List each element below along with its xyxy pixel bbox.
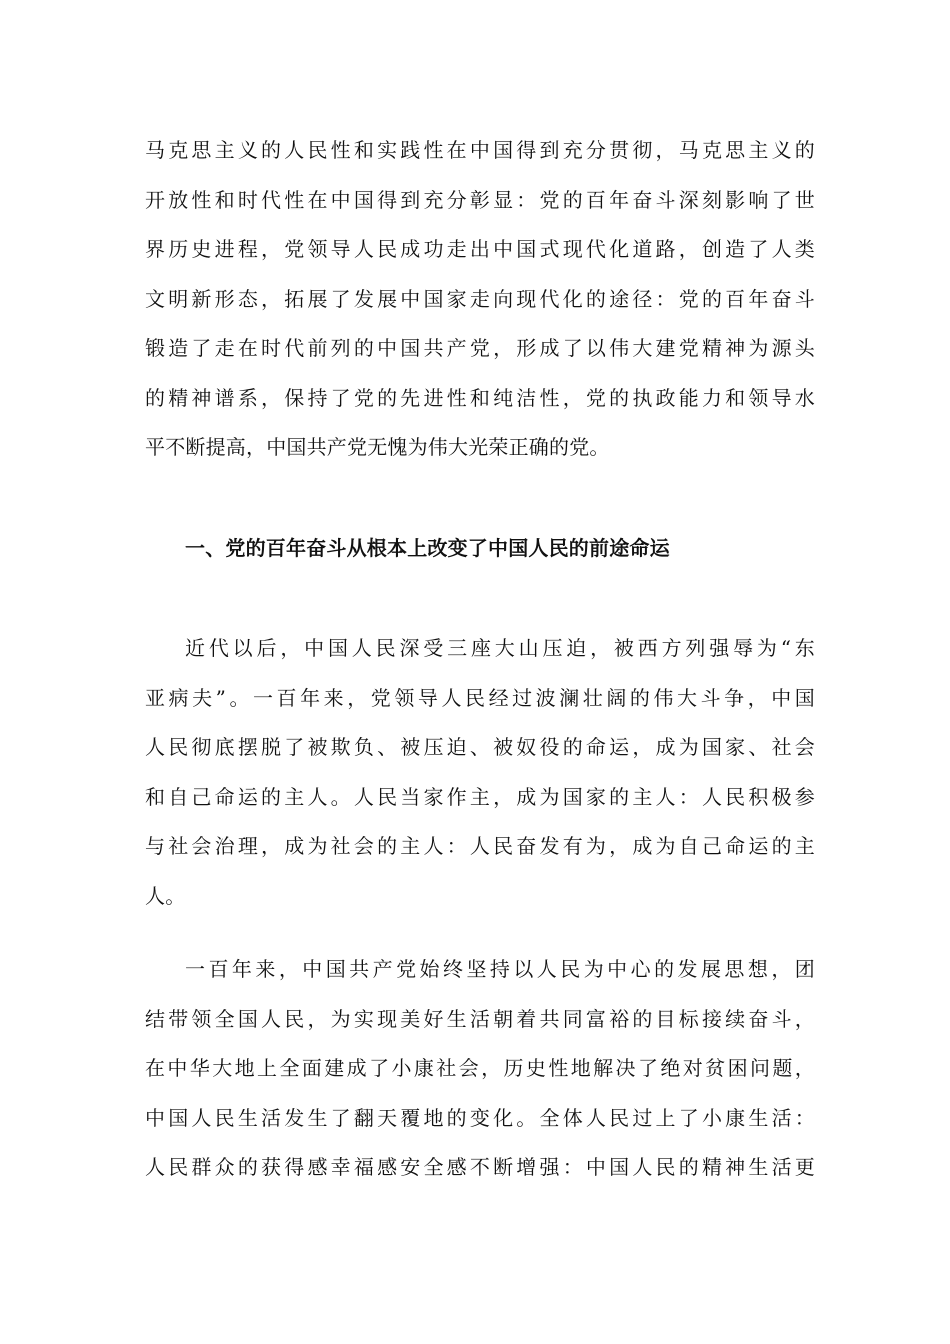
paragraph-line: 锻造了走在时代前列的中国共产党，形成了以伟大建党精神为源头 (145, 336, 815, 360)
paragraph-line: 开放性和时代性在中国得到充分彰显：党的百年奋斗深刻影响了世 (145, 187, 815, 212)
paragraph-line: 人。 (145, 883, 186, 908)
paragraph-1 (145, 126, 815, 473)
paragraph-line: 一百年来，中国共产党始终坚持以人民为中心的发展思想，团 (185, 957, 815, 981)
section-heading (145, 524, 815, 574)
paragraph-line: 亚病夫”。一百年来，党领导人民经过波澜壮阔的伟大斗争，中国 (145, 685, 815, 710)
paragraph-line: 中国人民生活发生了翻天覆地的变化。全体人民过上了小康生活： (145, 1105, 815, 1130)
paragraph-3 (145, 945, 815, 1193)
paragraph-line: 的精神谱系，保持了党的先进性和纯洁性，党的执政能力和领导水 (145, 385, 815, 410)
paragraph-line: 人民彻底摆脱了被欺负、被压迫、被奴役的命运，成为国家、社会 (145, 735, 815, 759)
paragraph-line: 近代以后，中国人民深受三座大山压迫，被西方列强辱为“东 (185, 636, 815, 660)
paragraph-line: 在中华大地上全面建成了小康社会，历史性地解决了绝对贫困问题， (145, 1056, 815, 1080)
paragraph-line: 人民群众的获得感幸福感安全感不断增强：中国人民的精神生活更 (145, 1155, 815, 1179)
section-heading-text: 一、党的百年奋斗从根本上改变了中国人民的前途命运 (185, 536, 670, 560)
paragraph-line: 界历史进程，党领导人民成功走出中国式现代化道路，创造了人类 (145, 237, 815, 261)
paragraph-2 (145, 624, 815, 921)
paragraph-line: 和自己命运的主人。人民当家作主，成为国家的主人：人民积极参 (145, 784, 815, 809)
paragraph-line: 文明新形态，拓展了发展中国家走向现代化的途径：党的百年奋斗 (145, 286, 815, 311)
paragraph-line: 与社会治理，成为社会的主人：人民奋发有为，成为自己命运的主 (145, 834, 815, 858)
paragraph-line: 平不断提高，中国共产党无愧为伟大光荣正确的党。 (145, 435, 610, 459)
paragraph-line: 结带领全国人民，为实现美好生活朝着共同富裕的目标接续奋斗， (145, 1006, 815, 1031)
paragraph-line: 马克思主义的人民性和实践性在中国得到充分贯彻，马克思主义的 (145, 138, 815, 162)
